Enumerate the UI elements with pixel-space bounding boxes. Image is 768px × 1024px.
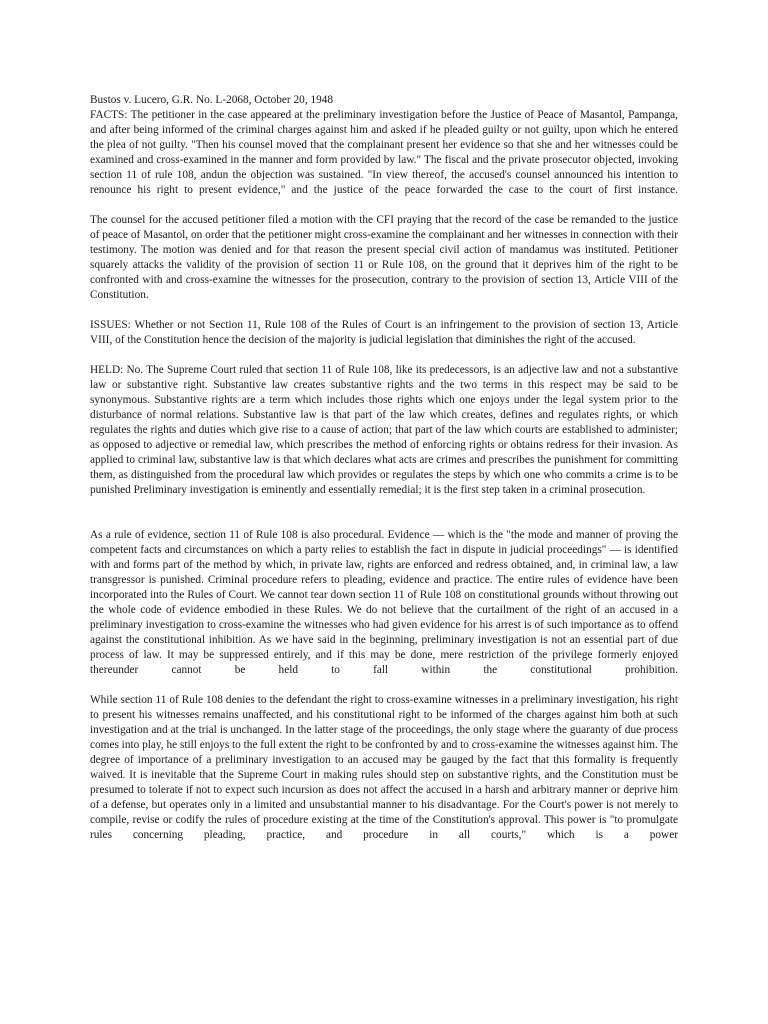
held-paragraph: HELD: No. The Supreme Court ruled that section 11 of Rule 108, like its predecessors, is an adjective law and not a substantive law or substantive right. Substantive law creates substantive rights and the two terms in this respect may be said to be synonymous. Substantive rights are a term which includes those rights which one enjoys under the legal system prior to the disturbance of normal relations. Substantive law is that part of the law which creates, defines and regulates rights, or which regulates the rights and duties which give rise to a cause of action; that part of the law which courts are established to administer; as opposed to adjective or remedial law, which prescribes the method of enforcing rights or obtains redress for their invasion. As applied to criminal law, substantive law is that which declares what acts are crimes and prescribes the punishment for committing them, as distinguished from the procedural law which provides or regulates the steps by which one who commits a crime is to be punished Preliminary investigation is eminently and essentially remedial; it is the first step taken in a criminal prosecution. bbox=[90, 364, 678, 496]
facts-paragraph: FACTS: The petitioner in the case appeared at the preliminary investigation before the Justice of Peace of Masantol, Pampanga, and after being informed of the criminal charges against him and asked if he pleaded guilty or not guilty, upon which he entered the plea of not guilty. "Then his counsel moved that the complainant present her evidence so that she and her witnesses could be examined and cross-examined in the manner and form provided by law." The fiscal and the private prosecutor objected, invoking section 11 of rule 108, andun the objection was sustained. "In view thereof, the accused's counsel announced his intention to renounce his right to present evidence," and the justice of the peace forwarded the case to the court of first instance. bbox=[90, 109, 678, 196]
while-paragraph: While section 11 of Rule 108 denies to the defendant the right to cross-examine witnesses in a preliminary investigation, his right to present his witnesses remains unaffected, and his constitutional right to be informed of the charges against him both at such investigation and at the trial is unchanged. In the latter stage of the proceedings, the only stage where the guaranty of due process comes into play, he still enjoys to the full extent the right to be confronted by and to cross-examine the witnesses against him. The degree of importance of a preliminary investigation to an accused may be gauged by the fact that this formality is frequently waived. It is inevitable that the Supreme Court in making rules should step on substantive rights, and the Constitution must be presumed to tolerate if not to expect such incursion as does not affect the accused in a harsh and arbitrary manner or deprive him of a defense, but operates only in a limited and unsubstantial manner to his disadvantage. For the Court's power is not merely to compile, revise or codify the rules of procedure existing at the time of the Constitution's approval. This power is "to promulgate rules concerning pleading, practice, and procedure in all courts," which is a power bbox=[90, 694, 678, 841]
case-title: Bustos v. Lucero, G.R. No. L-2068, October 20, 1948 bbox=[90, 94, 334, 106]
facts-continued-paragraph: The counsel for the accused petitioner filed a motion with the CFI praying that the record of the case be remanded to the justice of peace of Masantol, on order that the petitioner might cross-examine the complainant and her witnesses in connection with their testimony. The motion was denied and for that reason the present special civil action of mandamus was instituted. Petitioner squarely attacks the validity of the provision of section 11 or Rule 108, on the ground that it deprives him of the right to be confronted with and cross-examine the witnesses for the prosecution, contrary to the provision of section 13, Article VIII of the Constitution. bbox=[90, 214, 678, 301]
evidence-paragraph: As a rule of evidence, section 11 of Rule 108 is also procedural. Evidence — which is the "the mode and manner of proving the competent facts and circumstances on which a party relies to establish the fact in dispute in judicial proceedings" — is identified with and forms part of the method by which, in private law, rights are enforced and redress obtained, and, in criminal law, a law transgressor is punished. Criminal procedure refers to pleading, evidence and practice. The entire rules of evidence have been incorporated into the Rules of Court. We cannot tear down section 11 of Rule 108 on constitutional grounds without throwing out the whole code of evidence embodied in these Rules. We do not believe that the curtailment of the right of an accused in a preliminary investigation to cross-examine the witnesses who had given evidence for his arrest is of such importance as to offend against the constitutional inhibition. As we have said in the beginning, preliminary investigation is not an essential part of due process of law. It may be suppressed entirely, and if this may be done, mere restriction of the privilege formerly enjoyed thereunder cannot be held to fall within the constitutional prohibition. bbox=[90, 529, 678, 676]
issues-paragraph: ISSUES: Whether or not Section 11, Rule 108 of the Rules of Court is an infringement to the provision of section 13, Article VIII, of the Constitution hence the decision of the majority is judicial legislation that diminishes the right of the accused. bbox=[90, 319, 678, 346]
document-page bbox=[90, 93, 678, 843]
